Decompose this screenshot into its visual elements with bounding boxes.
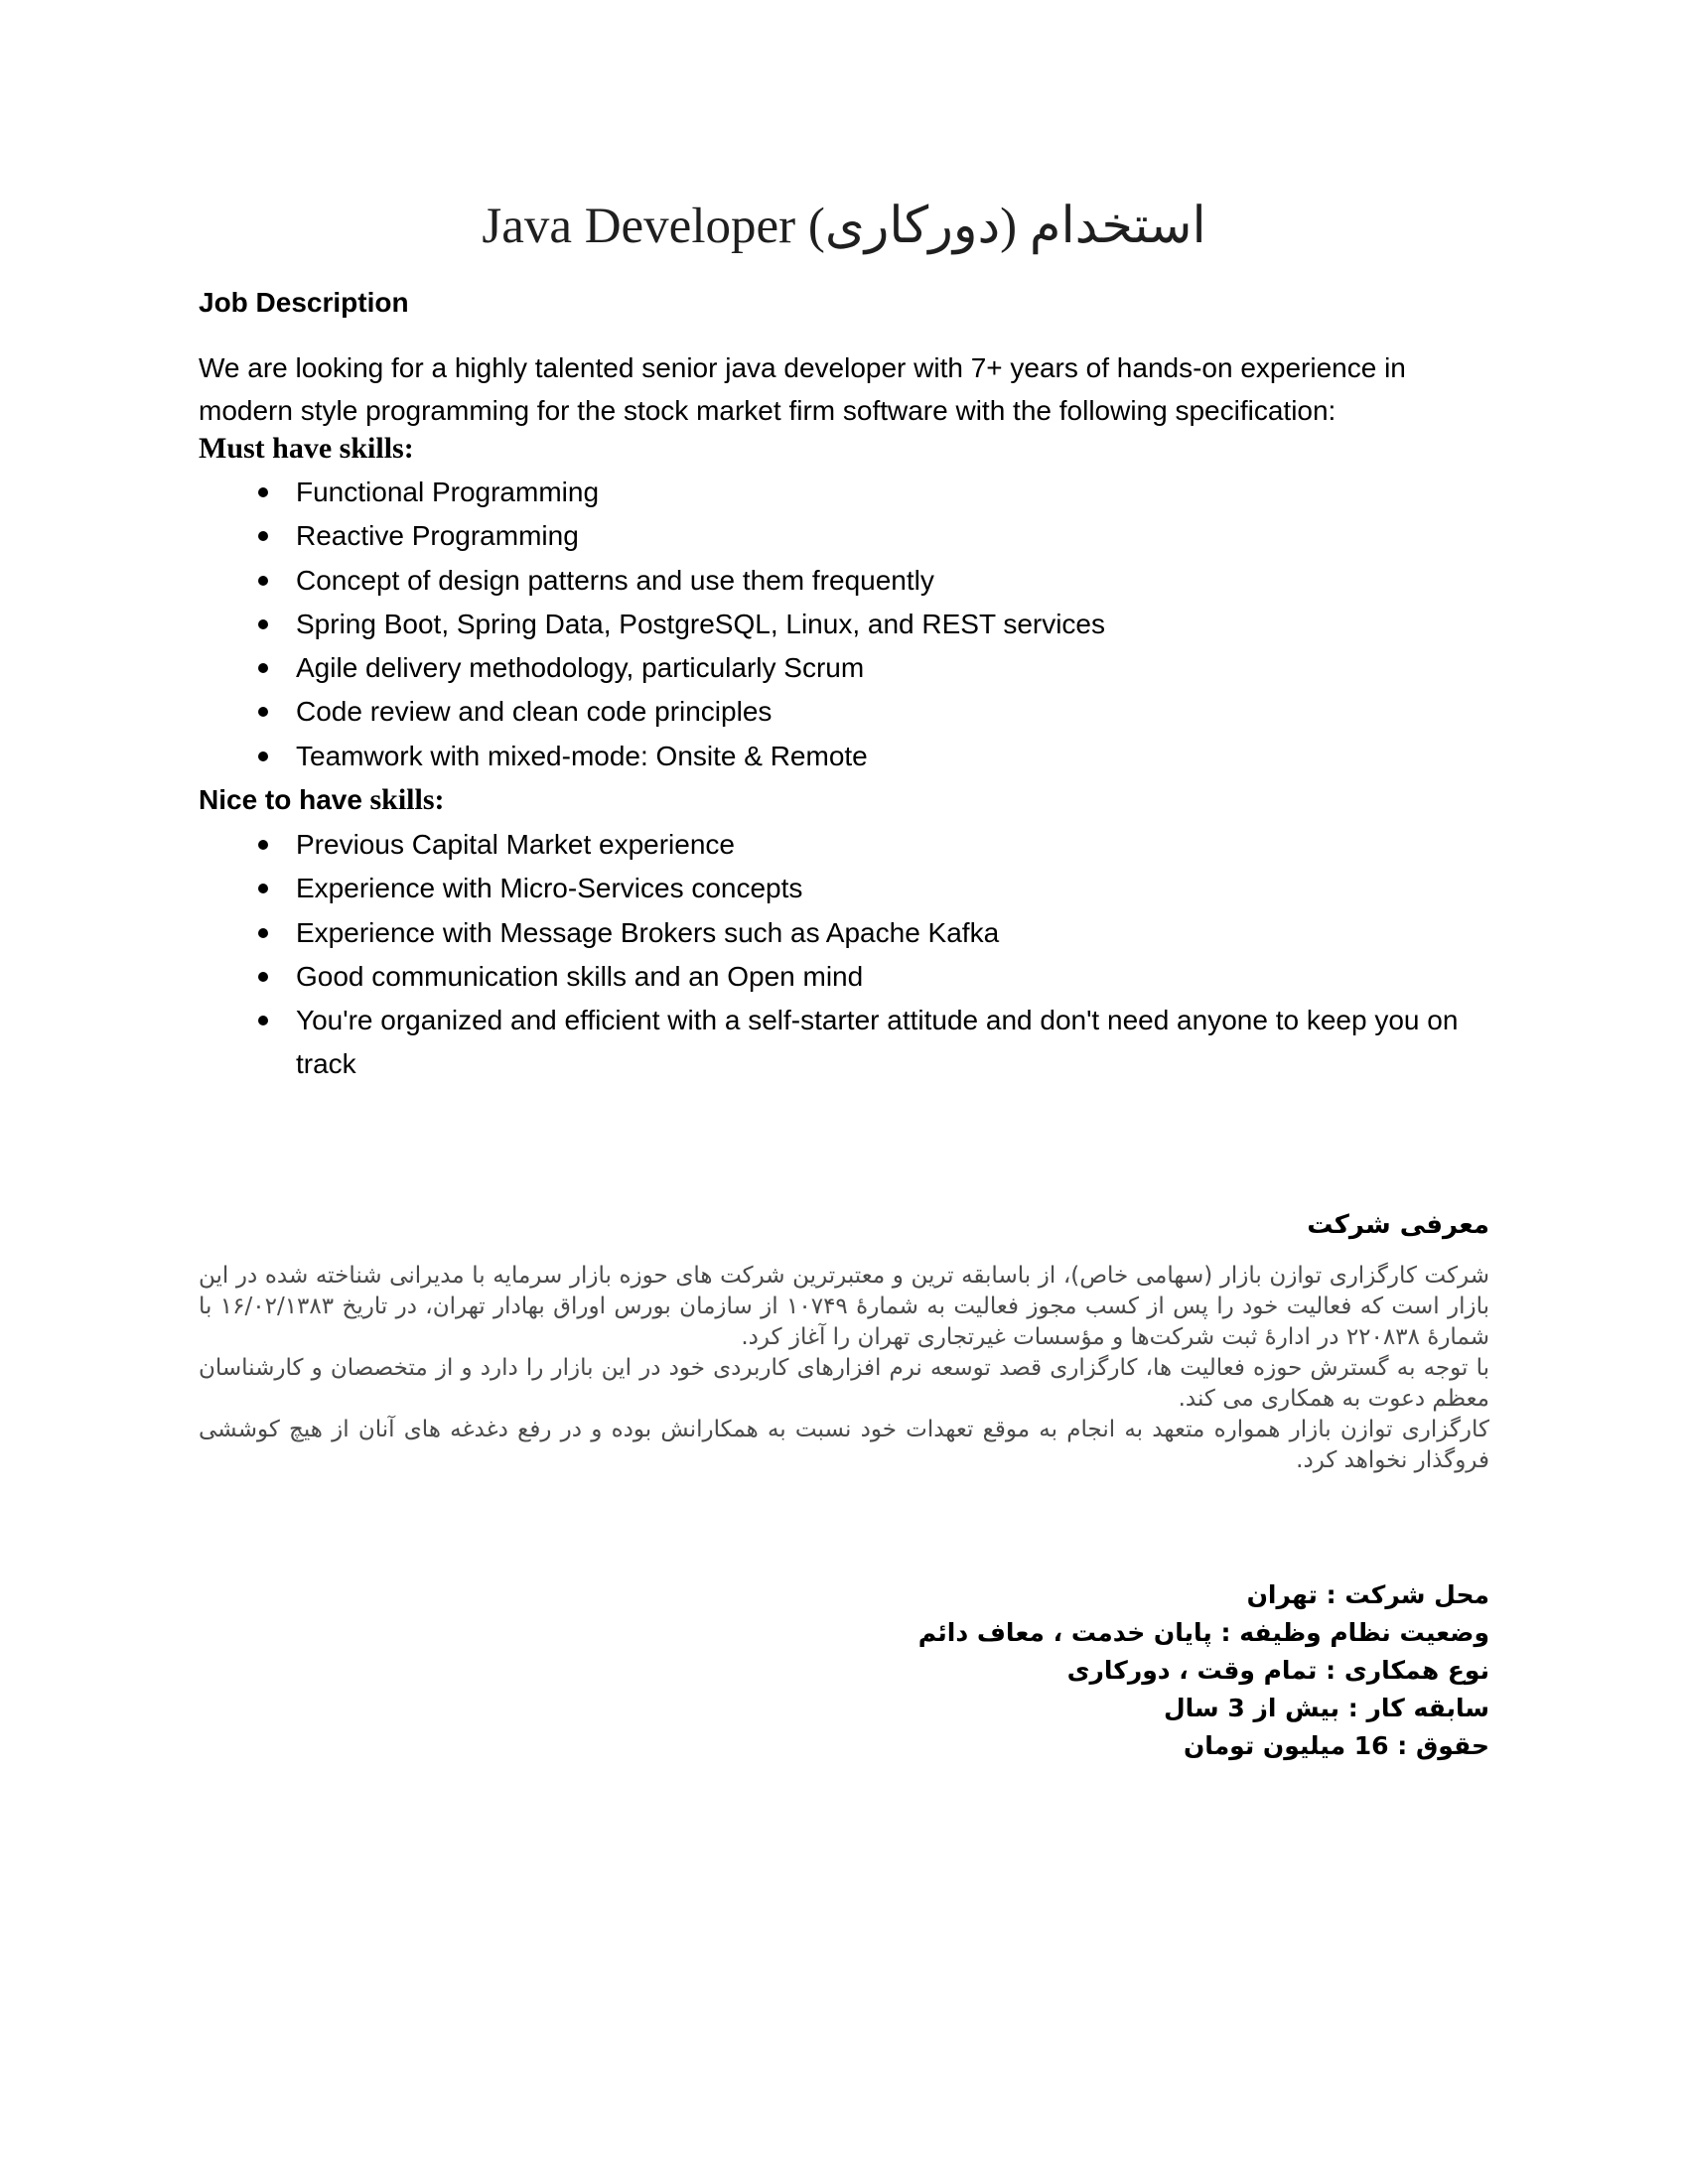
bullet-icon <box>258 972 268 982</box>
detail-cooperation-type: نوع همکاری : تمام وقت ، دورکاری <box>1066 1656 1489 1685</box>
nice-to-have-list <box>199 823 1509 1087</box>
bullet-icon <box>258 840 268 850</box>
detail-experience: سابقه کار : بیش از 3 سال <box>1163 1694 1489 1722</box>
list-item: Good communication skills and an Open mind <box>199 955 1509 999</box>
detail-military-status: وضعیت نظام وظیفه : پایان خدمت ، معاف دائم <box>917 1618 1489 1647</box>
bullet-icon <box>258 707 268 717</box>
bullet-icon <box>258 928 268 938</box>
company-paragraph: با توجه به گسترش حوزه فعالیت ها، کارگزاری قصد توسعه نرم افزارهای کاربردی خود در این بازار را دارد و از متخصصان و کارشناسان معظم دعوت به همکاری می کند. <box>199 1355 1489 1412</box>
list-item: Functional Programming <box>199 471 1509 514</box>
bullet-icon <box>258 531 268 541</box>
company-paragraph: شرکت کارگزاری توازن بازار (سهامی خاص)، از باسابقه ترین و معتبرترین شرکت های حوزه بازار سرمایه با مدیرانی شناخته شده در این بازار است که فعالیت خود را پس از کسب مجوز فعالیت به شمارهٔ ۱۰۷۴۹ از سازمان بورس اوراق بهادار تهران، در تاریخ ۱۶/۰۲/۱۳۸۳ با شمارهٔ ۲۲۰۸۳۸ در ادارهٔ ثبت شرکت‌ها و مؤسسات غیرتجاری تهران را آغاز کرد. <box>199 1263 1489 1350</box>
list-item: Code review and clean code principles <box>199 690 1509 734</box>
page-title: استخدام (دورکاری) Java Developer <box>482 199 1206 254</box>
must-have-heading: Must have skills: <box>199 432 414 465</box>
list-item: Concept of design patterns and use them frequently <box>199 559 1509 603</box>
detail-salary: حقوق : 16 میلیون تومان <box>1183 1731 1489 1760</box>
nice-to-have-heading: Nice to have skills: <box>199 783 445 816</box>
list-item: Experience with Micro-Services concepts <box>199 867 1509 910</box>
bullet-icon <box>258 576 268 586</box>
list-item: Agile delivery methodology, particularly Scrum <box>199 646 1509 690</box>
list-item: Experience with Message Brokers such as Apache Kafka <box>199 911 1509 955</box>
job-description-intro: We are looking for a highly talented senior java developer with 7+ years of hands-on experience in modern style programming for the stock market firm software with the following specification: <box>199 352 1406 426</box>
bullet-icon <box>258 487 268 497</box>
bullet-icon <box>258 884 268 893</box>
bullet-icon <box>258 663 268 673</box>
job-description-heading: Job Description <box>199 287 409 318</box>
bullet-icon <box>258 619 268 629</box>
list-item: Reactive Programming <box>199 514 1509 558</box>
must-have-list <box>199 471 1509 778</box>
list-item: Spring Boot, Spring Data, PostgreSQL, Linux, and REST services <box>199 603 1509 646</box>
list-item: You're organized and efficient with a self-starter attitude and don't need anyone to keep you on track <box>199 999 1509 1087</box>
bullet-icon <box>258 1016 268 1025</box>
job-details <box>918 1576 1489 1765</box>
company-intro-text <box>199 1261 1489 1476</box>
list-item: Teamwork with mixed-mode: Onsite & Remote <box>199 735 1509 778</box>
list-item: Previous Capital Market experience <box>199 823 1509 867</box>
bullet-icon <box>258 751 268 761</box>
company-paragraph: کارگزاری توازن بازار همواره متعهد به انجام به موقع تعهدات خود نسبت به همکارانش بوده و در رفع دغدغه های آنان از هیچ کوششی فروگذار نخواهد کرد. <box>199 1417 1489 1473</box>
company-intro-heading: معرفی شرکت <box>1307 1210 1489 1240</box>
detail-location: محل شرکت : تهران <box>1246 1580 1489 1609</box>
